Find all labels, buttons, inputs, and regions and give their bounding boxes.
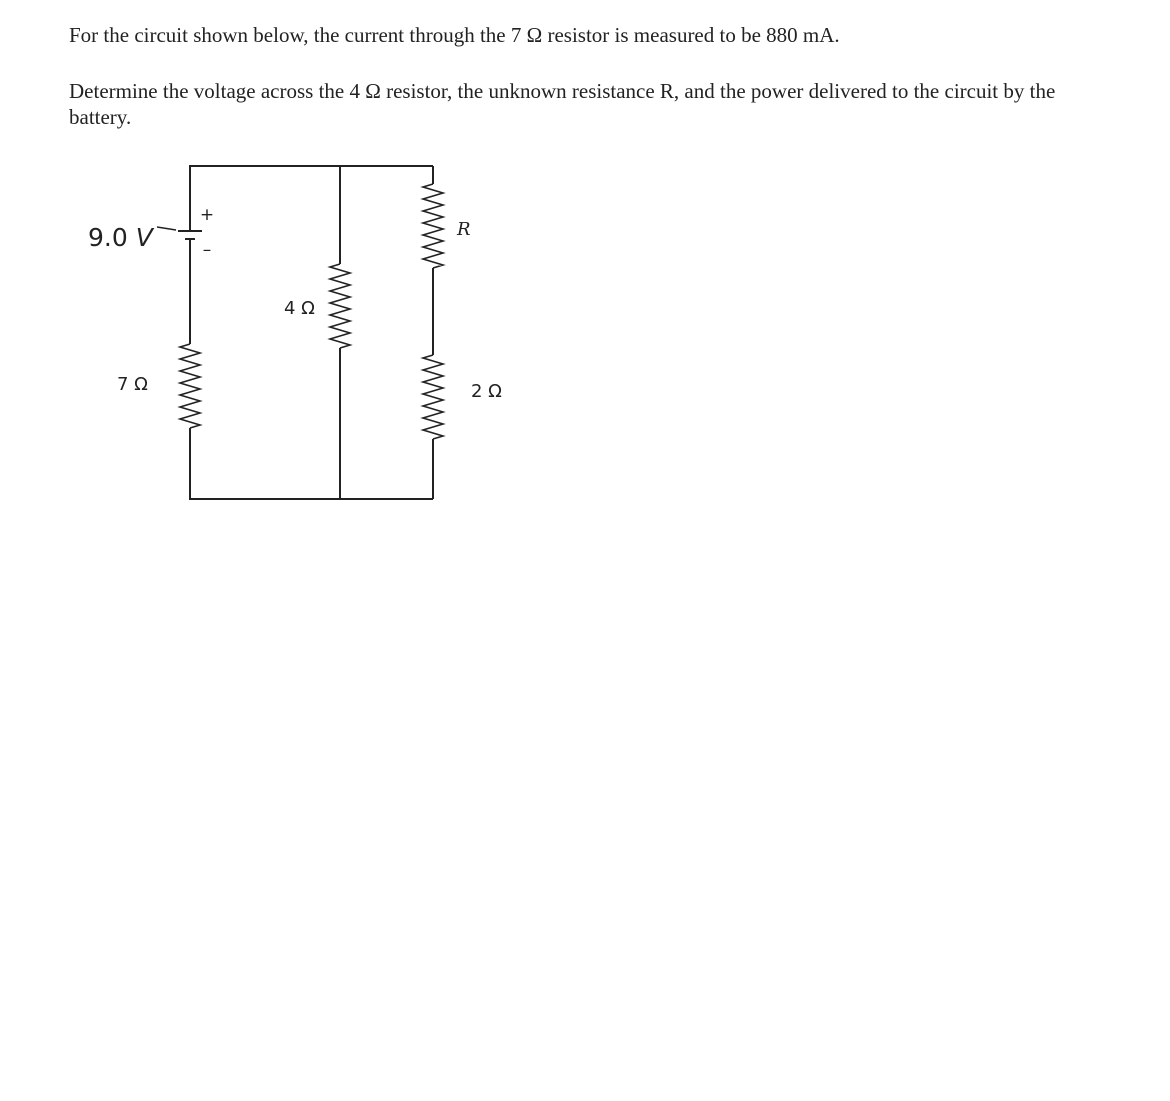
right-branch: [423, 166, 443, 499]
resistor-2-ohm: [423, 355, 443, 439]
resistor-4-ohm: [330, 264, 350, 348]
resistor-7-ohm: [180, 344, 200, 428]
battery-label-leader: [157, 227, 176, 230]
middle-branch: [330, 166, 350, 499]
battery-minus-sign: –: [202, 240, 212, 260]
battery-voltage-label: 9.0 V: [88, 223, 153, 252]
resistor-4-ohm-label: 4 Ω: [284, 298, 315, 319]
resistor-7-ohm-label: 7 Ω: [117, 374, 148, 395]
resistor-R: [423, 184, 443, 268]
resistor-R-label: R: [457, 219, 471, 240]
battery-plus-sign: +: [199, 205, 215, 225]
question-text-1: For the circuit shown below, the current through the 7 Ω resistor is measured to be 880 mA.: [69, 23, 840, 47]
resistor-2-ohm-label: 2 Ω: [471, 381, 502, 402]
left-branch: [178, 166, 202, 499]
question-text-2: Determine the voltage across the 4 Ω resistor, the unknown resistance R, and the power delivered to the circuit by the battery.: [69, 79, 1056, 129]
